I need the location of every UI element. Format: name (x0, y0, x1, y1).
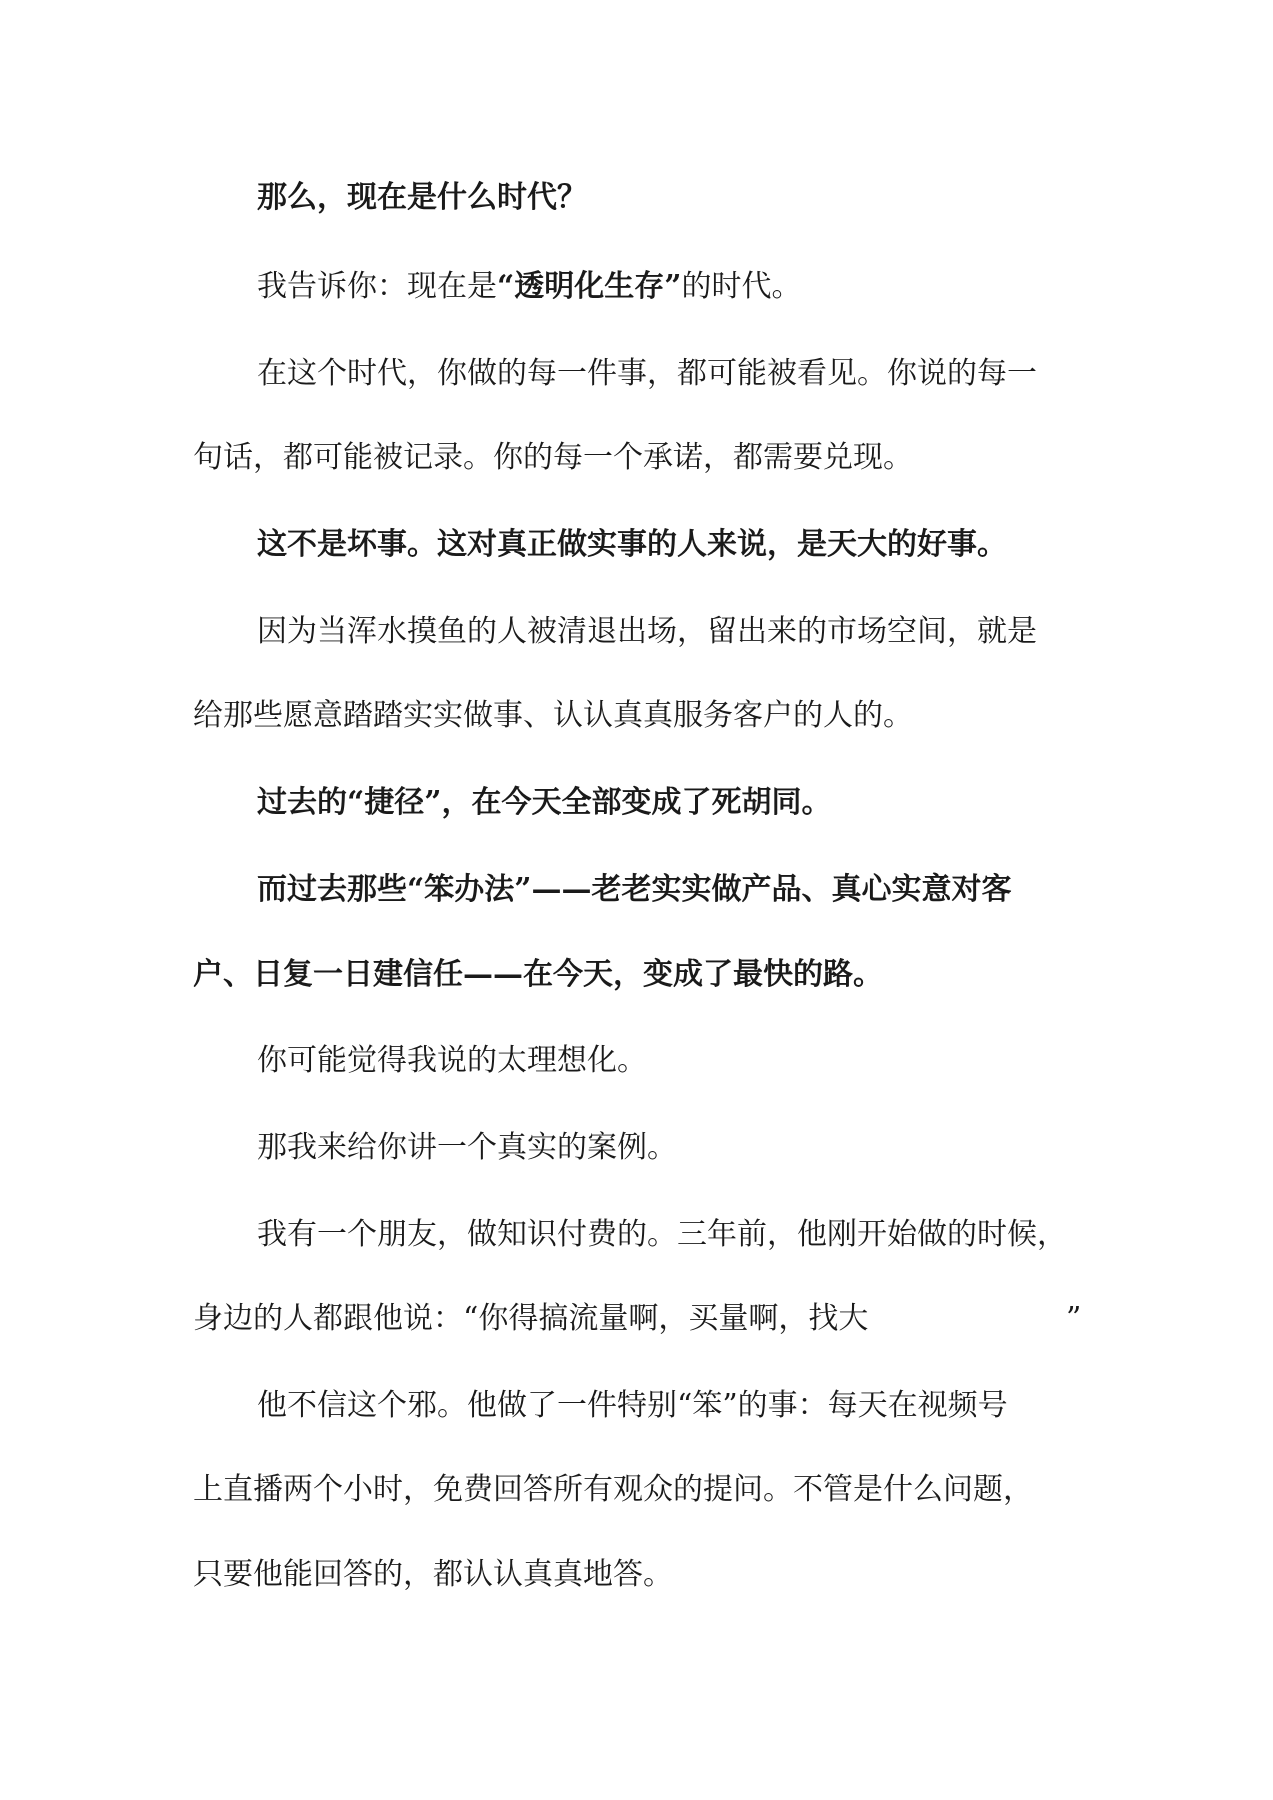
paragraph-line: 我有一个朋友，做知识付费的。三年前，他刚开始做的时候， (257, 1217, 1067, 1252)
paragraph-line: 上直播两个小时，免费回答所有观众的提问。不管是什么问题， (193, 1472, 1033, 1507)
paragraph-line: 因为当浑水摸鱼的人被清退出场，留出来的市场空间，就是 (257, 614, 1037, 649)
paragraph-prefix: 我告诉你：现在是 (257, 269, 497, 304)
paragraph-line: 身边的人都跟他说：“你得搞流量啊，买量啊，找大 (193, 1301, 869, 1336)
paragraph-line: 他不信这个邪。他做了一件特别“笨”的事：每天在视频号 (257, 1388, 1008, 1423)
bold-paragraph-line: 户、日复一日建信任——在今天，变成了最快的路。 (193, 957, 883, 992)
heading-era-question: 那么，现在是什么时代？ (257, 180, 587, 215)
bold-paragraph-line: 而过去那些“笨办法”——老老实实做产品、真心实意对客 (257, 872, 1012, 907)
paragraph-line: 那我来给你讲一个真实的案例。 (257, 1130, 677, 1165)
bold-statement-good-thing: 这不是坏事。这对真正做实事的人来说，是天大的好事。 (257, 527, 1007, 562)
paragraph-suffix: 的时代。 (681, 269, 802, 304)
bold-statement-shortcuts: 过去的“捷径”，在今天全部变成了死胡同。 (257, 785, 832, 820)
paragraph-transparent-era (257, 265, 1157, 309)
emphasis-transparent-survival: “透明化生存” (497, 269, 682, 304)
paragraph-line: 在这个时代，你做的每一件事，都可能被看见。你说的每一 (257, 356, 1037, 391)
paragraph-line: 给那些愿意踏踏实实做事、认认真真服务客户的人的。 (193, 698, 913, 733)
paragraph-line: 只要他能回答的，都认认真真地答。 (193, 1557, 673, 1592)
paragraph-line: 你可能觉得我说的太理想化。 (257, 1043, 647, 1078)
closing-quote-mark: ” (1066, 1301, 1082, 1336)
paragraph-line: 句话，都可能被记录。你的每一个承诺，都需要兑现。 (193, 440, 913, 475)
